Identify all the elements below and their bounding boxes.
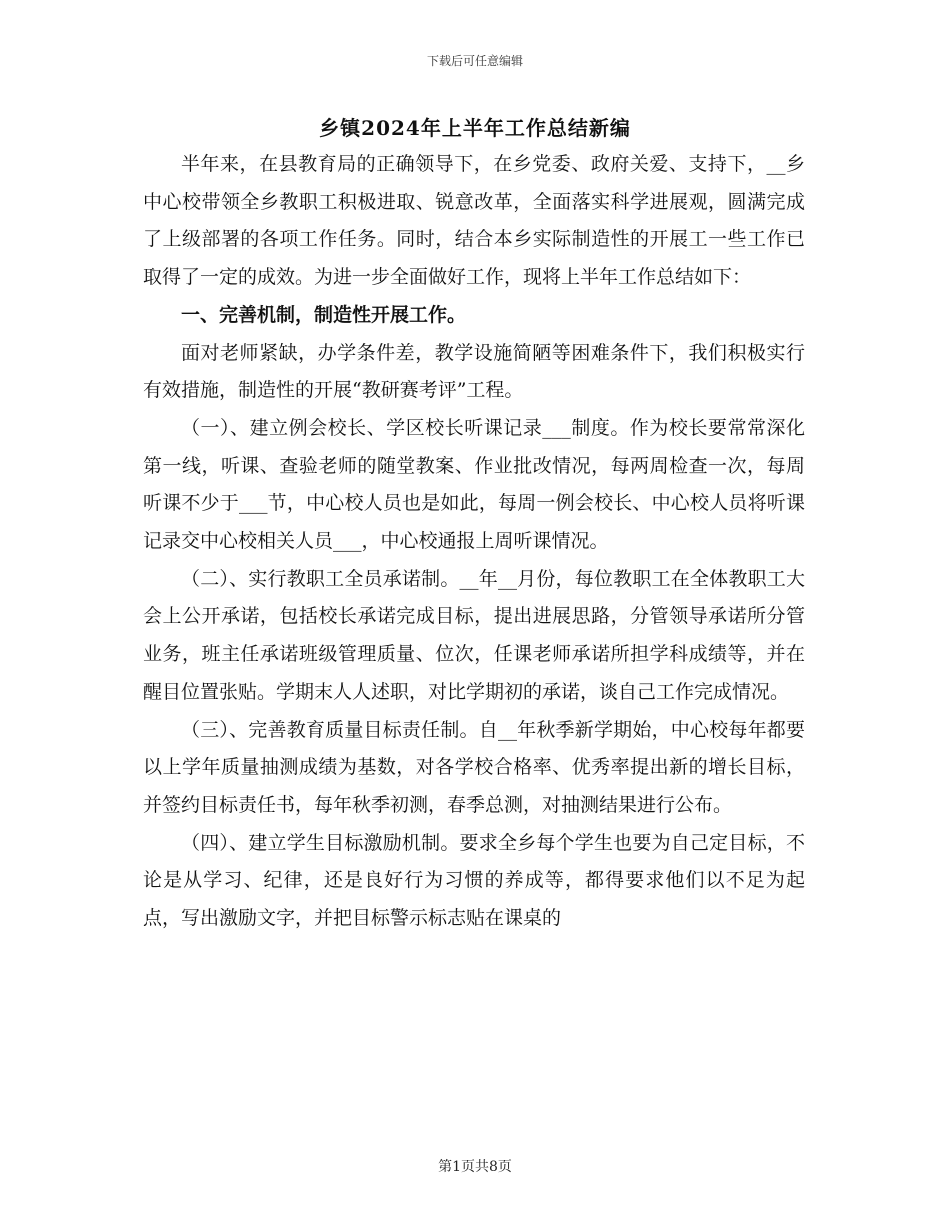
header-note: 下载后可任意编辑 [426, 54, 523, 68]
item-paragraph-1: （一）、建立例会校长、学区校长听课记录___制度。作为校长要常常深化第一线，听课、查验老师的随堂教案、作业批改情况，每两周检查一次，每周听课不少于___节，中心校人员也是如此，每周一例会校长、中心校人员将听课记录交中心校相关人员___，中心校通报上周听课情况。 [143, 416, 805, 553]
item-paragraph-2: （二）、实行教职工全员承诺制。__年__月份，每位教职工在全体教职工大会上公开承诺，包括校长承诺完成目标，提出进展思路，分管领导承诺所分管业务，班主任承诺班级管理质量、位次，任课老师承诺所担学科成绩等，并在醒目位置张贴。学期末人人述职，对比学期初的承诺，谈自己工作完成情况。 [143, 567, 805, 703]
section-lead-paragraph: 面对老师紧缺，办学条件差，教学设施简陋等困难条件下，我们积极实行有效措施，制造性的开展“教研赛考评”工程。 [143, 341, 805, 402]
document-title: 乡镇2024年上半年工作总结新编 [319, 116, 631, 140]
document-body [143, 146, 805, 938]
intro-paragraph: 半年来，在县教育局的正确领导下，在乡党委、政府关爱、支持下，__乡中心校带领全乡教职工积极进取、锐意改革，全面落实科学进展观，圆满完成了上级部署的各项工作任务。同时，结合本乡实际制造性的开展工一些工作已取得了一定的成效。为进一步全面做好工作，现将上半年工作总结如下： [143, 153, 805, 289]
page-footer: 第1页共8页 [438, 1159, 512, 1175]
section-heading: 一、完善机制，制造性开展工作。 [181, 303, 467, 326]
item-paragraph-4: （四）、建立学生目标激励机制。要求全乡每个学生也要为自己定目标，不论是从学习、纪律，还是良好行为习惯的养成等，都得要求他们以不足为起点，写出激励文字，并把目标警示标志贴在课桌的 [143, 831, 805, 930]
item-paragraph-3: （三）、完善教育质量目标责任制。自__年秋季新学期始，中心校每年都要以上学年质量抽测成绩为基数，对各学校合格率、优秀率提出新的增长目标，并签约目标责任书，每年秋季初测，春季总测，对抽测结果进行公布。 [143, 718, 805, 816]
